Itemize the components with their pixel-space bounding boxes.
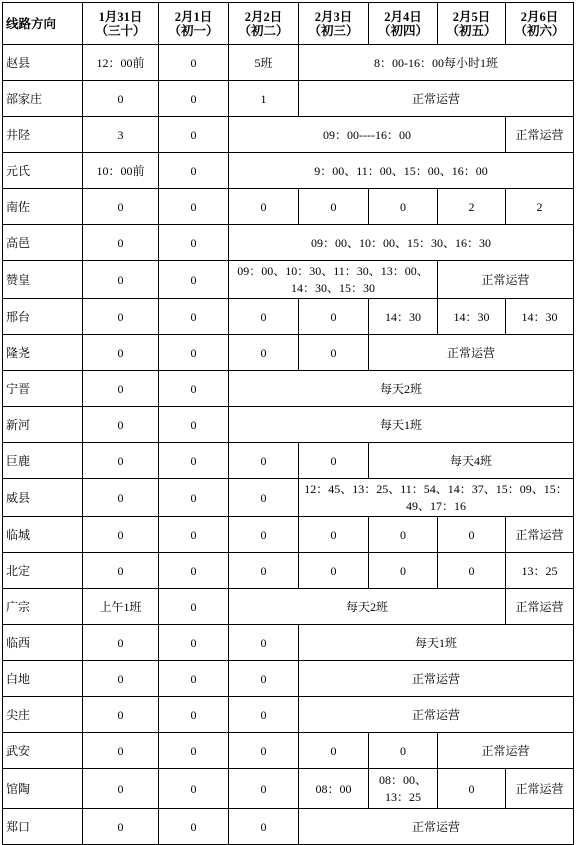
schedule-cell: 正常运营	[369, 335, 574, 371]
schedule-cell: 0	[83, 553, 159, 589]
day-lunar: （初三）	[308, 23, 359, 38]
schedule-cell: 0	[229, 479, 299, 517]
table-row	[3, 769, 574, 809]
schedule-cell: 正常运营	[438, 261, 574, 299]
table-row	[3, 153, 574, 189]
route-name: 南佐	[3, 189, 83, 225]
route-name: 隆尧	[3, 335, 83, 371]
schedule-cell: 14：30	[438, 299, 506, 335]
schedule-cell: 正常运营	[506, 589, 574, 625]
schedule-cell: 0	[159, 733, 229, 769]
schedule-cell: 0	[369, 517, 438, 553]
day-date: 2月3日	[314, 9, 353, 24]
schedule-cell: 0	[159, 45, 229, 81]
schedule-cell: 每天1班	[229, 407, 574, 443]
header-row	[3, 3, 574, 45]
day-header	[229, 3, 299, 45]
schedule-cell: 0	[229, 661, 299, 697]
day-header	[506, 3, 574, 45]
schedule-cell: 0	[159, 299, 229, 335]
table-row	[3, 661, 574, 697]
schedule-cell: 每天2班	[229, 371, 574, 407]
schedule-cell: 0	[159, 153, 229, 189]
schedule-cell: 14：30	[369, 299, 438, 335]
schedule-cell: 0	[83, 407, 159, 443]
schedule-cell: 2	[506, 189, 574, 225]
day-date: 2月5日	[452, 9, 491, 24]
table-row	[3, 117, 574, 153]
schedule-cell: 0	[83, 189, 159, 225]
schedule-cell: 1	[229, 81, 299, 117]
schedule-cell: 0	[229, 335, 299, 371]
schedule-cell: 0	[159, 809, 229, 845]
day-header	[83, 3, 159, 45]
schedule-cell: 3	[83, 117, 159, 153]
table-row	[3, 261, 574, 299]
schedule-cell: 0	[438, 517, 506, 553]
schedule-cell: 12：00前	[83, 45, 159, 81]
table-row	[3, 809, 574, 845]
table-row	[3, 443, 574, 479]
schedule-cell: 0	[159, 443, 229, 479]
route-name: 馆陶	[3, 769, 83, 809]
schedule-body	[3, 45, 574, 845]
schedule-cell: 上午1班	[83, 589, 159, 625]
schedule-cell: 0	[159, 407, 229, 443]
schedule-cell: 正常运营	[299, 809, 574, 845]
schedule-cell: 0	[159, 261, 229, 299]
schedule-cell: 正常运营	[299, 81, 574, 117]
bus-schedule-table	[2, 2, 574, 845]
schedule-cell: 0	[299, 443, 369, 479]
table-row	[3, 189, 574, 225]
schedule-cell: 0	[83, 371, 159, 407]
schedule-cell: 0	[83, 517, 159, 553]
schedule-cell: 0	[159, 479, 229, 517]
schedule-cell: 0	[299, 733, 369, 769]
schedule-cell: 09：00、10：30、11：30、13：00、14：30、15：30	[229, 261, 438, 299]
schedule-cell: 0	[159, 117, 229, 153]
day-lunar: （初六）	[514, 23, 565, 38]
schedule-cell: 0	[229, 517, 299, 553]
schedule-cell: 0	[438, 769, 506, 809]
table-row	[3, 517, 574, 553]
table-row	[3, 371, 574, 407]
schedule-cell: 0	[159, 371, 229, 407]
schedule-cell: 0	[83, 261, 159, 299]
table-row	[3, 697, 574, 733]
route-name: 赞皇	[3, 261, 83, 299]
table-row	[3, 733, 574, 769]
route-name: 部家庄	[3, 81, 83, 117]
schedule-cell: 9：00、11：00、15：00、16：00	[229, 153, 574, 189]
route-name: 武安	[3, 733, 83, 769]
route-name: 巨鹿	[3, 443, 83, 479]
route-name: 临西	[3, 625, 83, 661]
schedule-cell: 0	[159, 589, 229, 625]
schedule-cell: 0	[83, 809, 159, 845]
schedule-cell: 0	[83, 81, 159, 117]
table-row	[3, 45, 574, 81]
schedule-cell: 0	[159, 225, 229, 261]
day-lunar: （初五）	[446, 23, 497, 38]
day-header	[369, 3, 438, 45]
schedule-cell: 12：45、13：25、11：54、14：37、15：09、15：49、17：16	[299, 479, 574, 517]
schedule-cell: 正常运营	[506, 769, 574, 809]
schedule-cell: 0	[299, 553, 369, 589]
schedule-cell: 0	[83, 733, 159, 769]
day-date: 2月1日	[174, 9, 213, 24]
day-header	[438, 3, 506, 45]
route-name: 尖庄	[3, 697, 83, 733]
route-name: 高邑	[3, 225, 83, 261]
route-name: 威县	[3, 479, 83, 517]
day-lunar: （初一）	[168, 23, 219, 38]
schedule-cell: 10：00前	[83, 153, 159, 189]
schedule-cell: 0	[83, 225, 159, 261]
schedule-cell: 8：00-16：00每小时1班	[299, 45, 574, 81]
schedule-cell: 正常运营	[506, 117, 574, 153]
route-name: 北定	[3, 553, 83, 589]
schedule-cell: 08：00、13：25	[369, 769, 438, 809]
schedule-cell: 09：00、10：00、15：30、16：30	[229, 225, 574, 261]
schedule-cell: 0	[229, 553, 299, 589]
table-row	[3, 589, 574, 625]
table-row	[3, 335, 574, 371]
schedule-cell: 正常运营	[506, 517, 574, 553]
schedule-cell: 0	[83, 479, 159, 517]
schedule-cell: 0	[83, 769, 159, 809]
table-row	[3, 81, 574, 117]
route-name: 井陉	[3, 117, 83, 153]
schedule-cell: 0	[159, 625, 229, 661]
schedule-cell: 每天1班	[299, 625, 574, 661]
schedule-cell: 0	[159, 335, 229, 371]
schedule-cell: 0	[229, 299, 299, 335]
schedule-cell: 08：00	[299, 769, 369, 809]
schedule-cell: 0	[159, 697, 229, 733]
schedule-cell: 13：25	[506, 553, 574, 589]
schedule-cell: 0	[229, 189, 299, 225]
schedule-cell: 2	[438, 189, 506, 225]
route-name: 元氏	[3, 153, 83, 189]
table-row	[3, 625, 574, 661]
schedule-cell: 0	[159, 769, 229, 809]
schedule-cell: 0	[229, 625, 299, 661]
schedule-cell: 0	[83, 661, 159, 697]
schedule-cell: 每天2班	[229, 589, 506, 625]
route-header: 线路方向	[3, 3, 83, 45]
route-name: 郑口	[3, 809, 83, 845]
schedule-cell: 5班	[229, 45, 299, 81]
schedule-cell: 0	[299, 517, 369, 553]
schedule-cell: 正常运营	[299, 661, 574, 697]
day-date: 1月31日	[98, 9, 143, 24]
day-date: 2月6日	[520, 9, 559, 24]
schedule-cell: 0	[83, 299, 159, 335]
day-date: 2月4日	[384, 9, 422, 24]
schedule-cell: 每天4班	[369, 443, 574, 479]
schedule-cell: 0	[159, 553, 229, 589]
schedule-cell: 0	[369, 553, 438, 589]
table-row	[3, 225, 574, 261]
schedule-cell: 0	[299, 299, 369, 335]
schedule-cell: 0	[369, 733, 438, 769]
schedule-cell: 0	[159, 517, 229, 553]
schedule-cell: 0	[159, 81, 229, 117]
schedule-cell: 0	[159, 189, 229, 225]
schedule-cell: 0	[83, 697, 159, 733]
day-lunar: （初四）	[377, 23, 428, 38]
day-date: 2月2日	[244, 9, 283, 24]
schedule-cell: 0	[83, 335, 159, 371]
route-name: 广宗	[3, 589, 83, 625]
table-row	[3, 407, 574, 443]
day-lunar: （初二）	[238, 23, 289, 38]
day-header	[159, 3, 229, 45]
schedule-cell: 0	[438, 553, 506, 589]
route-name: 临城	[3, 517, 83, 553]
schedule-cell: 14：30	[506, 299, 574, 335]
route-name: 邢台	[3, 299, 83, 335]
schedule-cell: 正常运营	[299, 697, 574, 733]
schedule-cell: 0	[229, 443, 299, 479]
schedule-cell: 0	[299, 189, 369, 225]
schedule-cell: 0	[299, 335, 369, 371]
schedule-cell: 正常运营	[438, 733, 574, 769]
schedule-cell: 0	[83, 625, 159, 661]
schedule-cell: 0	[229, 769, 299, 809]
table-row	[3, 479, 574, 517]
route-name: 新河	[3, 407, 83, 443]
schedule-cell: 0	[83, 443, 159, 479]
day-lunar: （三十）	[95, 23, 146, 38]
route-name: 白地	[3, 661, 83, 697]
schedule-cell: 09：00----16：00	[229, 117, 506, 153]
schedule-cell: 0	[229, 809, 299, 845]
table-row	[3, 299, 574, 335]
schedule-cell: 0	[229, 733, 299, 769]
schedule-cell: 0	[229, 697, 299, 733]
route-name: 赵县	[3, 45, 83, 81]
route-name: 宁晋	[3, 371, 83, 407]
day-header	[299, 3, 369, 45]
schedule-cell: 0	[159, 661, 229, 697]
schedule-cell: 0	[369, 189, 438, 225]
